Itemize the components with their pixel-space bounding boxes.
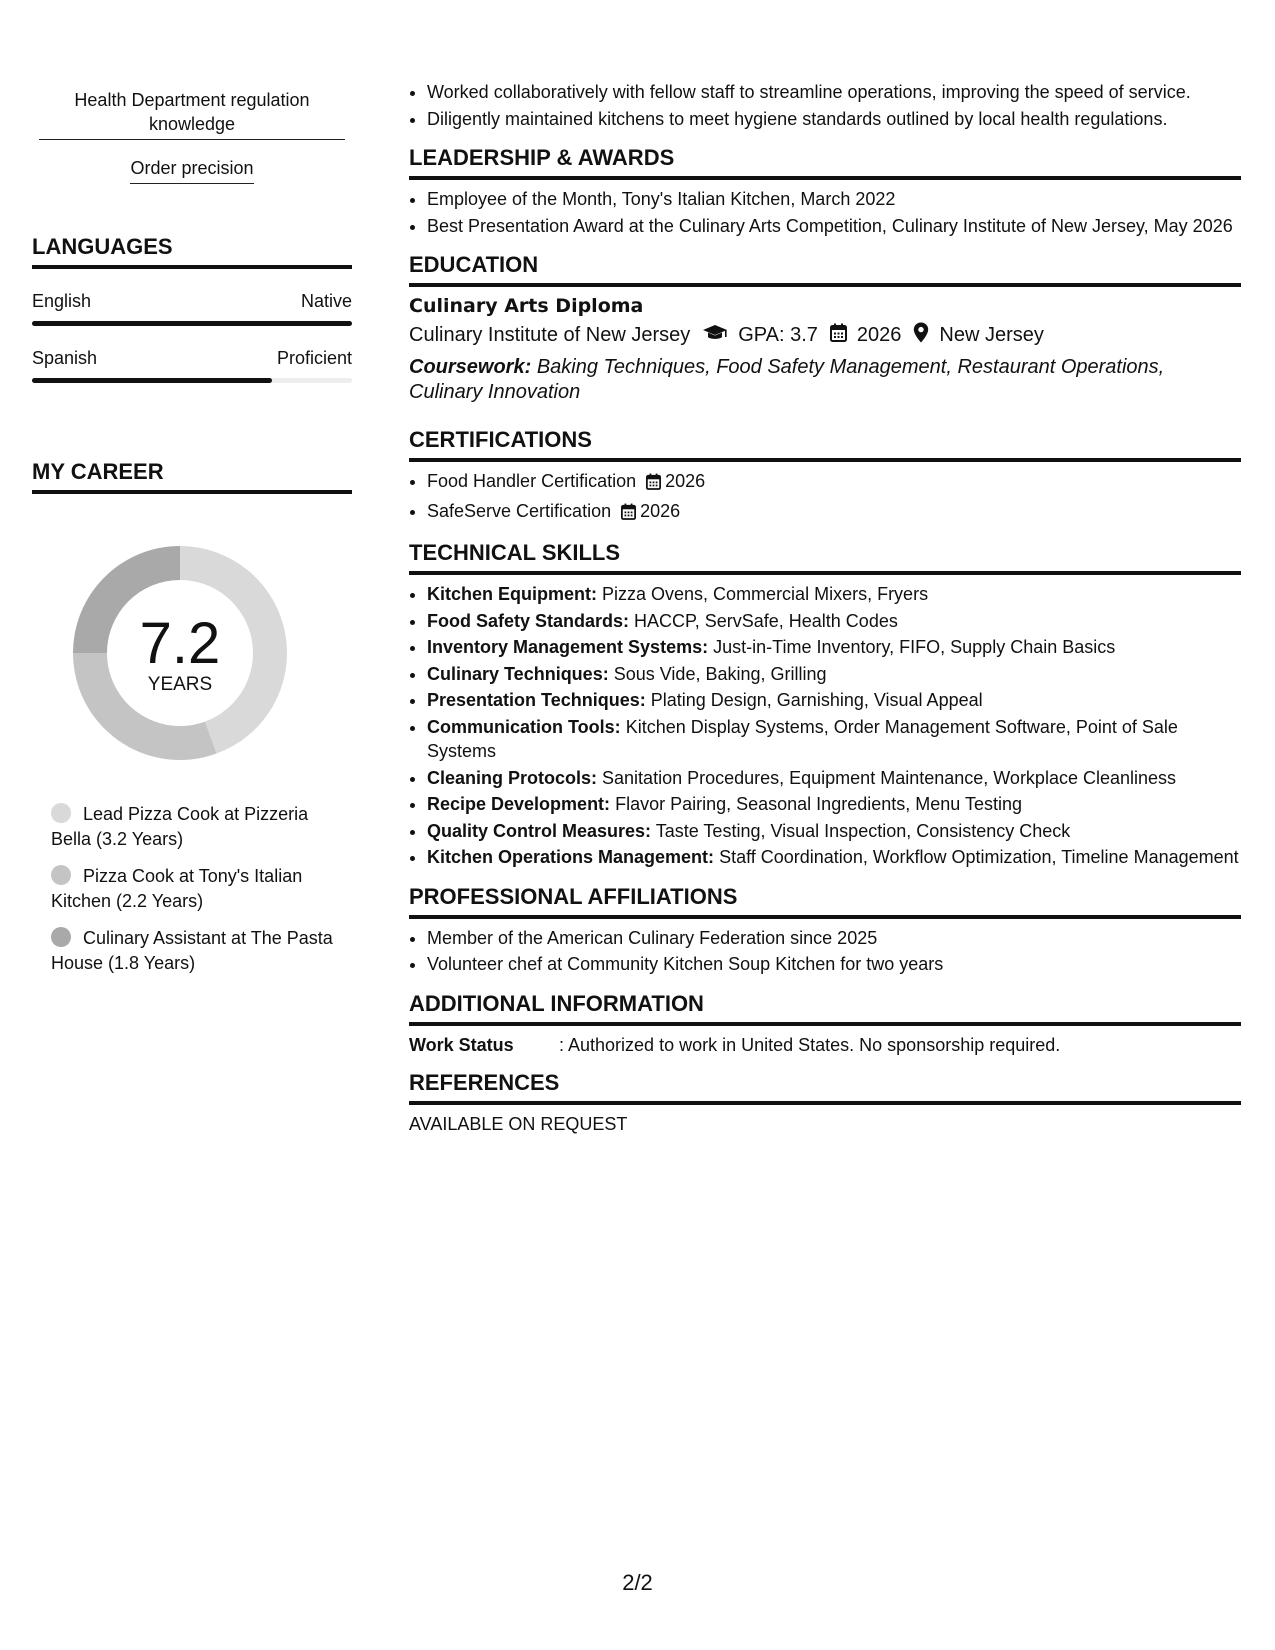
language-item (32, 348, 352, 383)
career-legend-item (51, 802, 341, 852)
list-item (427, 469, 1241, 497)
skill-list: Plating Design, Garnishing, Visual Appeal (650, 690, 983, 710)
language-level: Proficient (276, 348, 352, 368)
school-name: Culinary Institute of New Jersey (409, 324, 691, 346)
list-item (427, 819, 1241, 844)
skill-tag-label: Health Department regulation knowledge (39, 88, 345, 140)
career-legend-label: Culinary Assistant at The Pasta House (1.8 Years) (51, 928, 333, 973)
list-item (427, 792, 1241, 817)
section-title: ADDITIONAL INFORMATION (409, 991, 1241, 1026)
list-item: • Best Presentation Award at the Culinary Arts Competition, Culinary Institute of New Jersey, May 2026 (427, 214, 1241, 239)
certification-year: 2026 (640, 500, 681, 521)
career-legend-item (51, 926, 341, 976)
language-name: English (32, 291, 92, 311)
skill-category: Kitchen Operations Management: (427, 847, 715, 867)
skill-category: Quality Control Measures: (427, 820, 652, 841)
list-item (427, 845, 1241, 870)
skill-category: Kitchen Equipment: (427, 584, 597, 604)
certification-name: SafeServe Certification (427, 500, 612, 521)
skill-list: Kitchen Display Systems, Order Management Software, Point of Sale Systems (427, 716, 1178, 761)
graduation-year: 2026 (856, 324, 902, 346)
school-location: New Jersey (939, 324, 1044, 346)
certifications-section (409, 427, 1241, 526)
list-item (427, 635, 1241, 660)
list-item: • Member of the American Culinary Federation since 2025 (427, 926, 1241, 951)
list-item (427, 609, 1241, 634)
skill-category: Presentation Techniques: (427, 690, 646, 710)
graduation-cap-icon (702, 324, 728, 348)
career-legend-label: Pizza Cook at Tony's Italian Kitchen (2.2 Years) (51, 866, 303, 911)
language-level: Native (300, 291, 352, 311)
skill-list: Staff Coordination, Workflow Optimization, Timeline Management (719, 847, 1239, 867)
legend-dot (51, 927, 71, 947)
list-item (427, 688, 1241, 713)
calendar-icon (830, 323, 847, 348)
work-status-label: Work Status (409, 1034, 514, 1055)
skill-category: Cleaning Protocols: (427, 767, 598, 788)
main-content (409, 80, 1241, 1135)
career-legend (32, 802, 341, 976)
legend-dot (51, 865, 71, 885)
degree-title: Culinary Arts Diploma (409, 295, 644, 317)
section-title: LANGUAGES (32, 234, 352, 269)
skill-category: Culinary Techniques: (427, 663, 609, 684)
language-name: Spanish (32, 348, 98, 368)
technical-skills-section (409, 540, 1241, 870)
list-item (427, 662, 1241, 687)
gpa: GPA: 3.7 (738, 324, 818, 346)
section-title: EDUCATION (409, 252, 1241, 287)
calendar-icon (621, 502, 636, 527)
skill-category: Inventory Management Systems: (427, 637, 709, 657)
skill-list: Just-in-Time Inventory, FIFO, Supply Chain Basics (713, 637, 1116, 657)
page-number: 2/2 (622, 1570, 653, 1595)
additional-info-section (409, 991, 1241, 1056)
affiliations-section (409, 884, 1241, 977)
school-line (409, 322, 1241, 349)
list-item: • Volunteer chef at Community Kitchen Soup Kitchen for two years (427, 952, 1241, 977)
list-item (427, 715, 1241, 764)
skill-list: HACCP, ServSafe, Health Codes (634, 610, 898, 631)
career-donut-chart (65, 538, 295, 768)
coursework (409, 355, 1241, 405)
education-section (409, 252, 1241, 405)
career-legend-label: Lead Pizza Cook at Pizzeria Bella (3.2 Years) (51, 804, 309, 849)
calendar-icon (646, 472, 661, 497)
section-title: TECHNICAL SKILLS (409, 540, 1241, 575)
language-proficiency-fill (32, 321, 352, 326)
skill-list: Sous Vide, Baking, Grilling (613, 663, 827, 684)
coursework-text: Baking Techniques, Food Safety Management, Restaurant Operations, Culinary Innovation (409, 356, 1165, 403)
career-section (32, 459, 352, 976)
list-item: • Employee of the Month, Tony's Italian Kitchen, March 2022 (427, 187, 1241, 212)
references-section (409, 1070, 1241, 1135)
list-item: • Worked collaboratively with fellow staff to streamline operations, improving the speed of service. (427, 80, 1241, 105)
career-legend-item (51, 864, 341, 914)
section-title: REFERENCES (409, 1070, 1241, 1105)
skill-tag (32, 88, 352, 140)
language-proficiency-bar (32, 378, 352, 383)
language-proficiency-fill (32, 378, 272, 383)
language-item (32, 291, 352, 326)
skill-list: Sanitation Procedures, Equipment Maintenance, Workplace Cleanliness (602, 767, 1177, 788)
skill-category: Recipe Development: (427, 794, 611, 814)
section-title: MY CAREER (32, 459, 352, 494)
references-text: AVAILABLE ON REQUEST (409, 1113, 628, 1134)
skill-tag (32, 156, 352, 184)
legend-dot (51, 803, 71, 823)
location-pin-icon (913, 322, 929, 349)
list-item (427, 582, 1241, 607)
section-title: LEADERSHIP & AWARDS (409, 145, 1241, 180)
list-item (427, 499, 1241, 527)
skill-tag-label: Order precision (130, 156, 253, 184)
career-total-years: 7.2 (139, 611, 221, 676)
language-proficiency-bar (32, 321, 352, 326)
sidebar (32, 88, 352, 988)
skill-category: Communication Tools: (427, 716, 621, 737)
certification-year: 2026 (665, 471, 706, 491)
list-item (427, 766, 1241, 791)
list-item: • Diligently maintained kitchens to meet hygiene standards outlined by local health regulations. (427, 107, 1241, 132)
leadership-section (409, 145, 1241, 238)
work-status-value: : Authorized to work in United States. No sponsorship required. (559, 1034, 1061, 1055)
skill-list: Pizza Ovens, Commercial Mixers, Fryers (602, 584, 929, 604)
skill-category: Food Safety Standards: (427, 610, 630, 631)
section-title: CERTIFICATIONS (409, 427, 1241, 462)
experience-bullets (409, 80, 1241, 131)
career-total-unit: YEARS (147, 674, 213, 695)
languages-section (32, 234, 352, 383)
certification-name: Food Handler Certification (427, 471, 637, 491)
skill-list: Taste Testing, Visual Inspection, Consistency Check (655, 820, 1071, 841)
coursework-label: Coursework: (409, 356, 532, 378)
section-title: PROFESSIONAL AFFILIATIONS (409, 884, 1241, 919)
skill-list: Flavor Pairing, Seasonal Ingredients, Menu Testing (615, 794, 1022, 814)
work-status-row (409, 1035, 1241, 1056)
